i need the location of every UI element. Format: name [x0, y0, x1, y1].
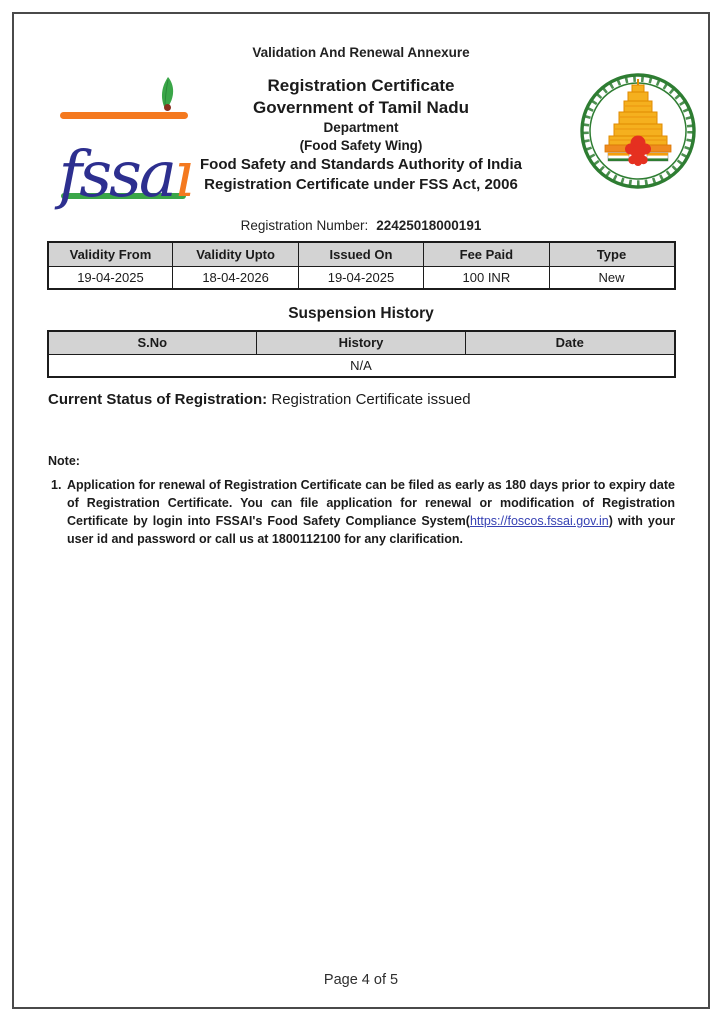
registration-number-value: 22425018000191 — [376, 218, 482, 233]
fssai-logo — [58, 77, 192, 212]
cell-issued-on: 19-04-2025 — [298, 266, 423, 289]
fssai-logo-text — [58, 138, 192, 212]
annexure-title: Validation And Renewal Annexure — [252, 45, 470, 60]
current-status-value: Registration Certificate issued — [271, 391, 471, 408]
col-history: History — [257, 331, 466, 355]
col-validity-from: Validity From — [48, 242, 173, 266]
suspension-table-header-row — [48, 331, 675, 355]
cell-na: N/A — [48, 355, 675, 378]
title-fssai-authority: Food Safety and Standards Authority of India — [200, 156, 522, 173]
current-status-label: Current Status of Registration: — [48, 391, 268, 408]
title-fss-act: Registration Certificate under FSS Act, 2006 — [204, 176, 518, 193]
fssai-i-dot — [164, 104, 171, 111]
cell-validity-from: 19-04-2025 — [48, 266, 173, 289]
registration-number-label: Registration Number: — [240, 218, 369, 233]
foscos-link[interactable]: https://foscos.fssai.gov.in — [469, 514, 609, 528]
col-issued-on: Issued On — [298, 242, 423, 266]
validity-table-header-row — [48, 242, 675, 266]
suspension-table-data-row — [48, 355, 675, 378]
fssai-logo-text-blue: fssa — [58, 138, 175, 212]
suspension-history-table — [47, 330, 676, 379]
col-date: Date — [466, 331, 675, 355]
title-food-safety-wing: (Food Safety Wing) — [299, 138, 423, 153]
cell-fee-paid: 100 INR — [424, 266, 549, 289]
note-text-after: ) with your user id and password or call us at 1800112100 for any clarification. — [67, 514, 675, 546]
validity-table-data-row — [48, 266, 675, 289]
tamilnadu-emblem-icon — [578, 69, 698, 193]
title-department: Department — [323, 120, 399, 135]
note-label: Note: — [48, 454, 80, 468]
certificate-header — [14, 73, 708, 212]
col-type: Type — [549, 242, 674, 266]
page-footer: Page 4 of 5 — [323, 972, 399, 988]
note-item-text — [67, 476, 675, 548]
note-item — [51, 476, 675, 548]
suspension-history-title: Suspension History — [288, 304, 434, 322]
col-sno: S.No — [48, 331, 257, 355]
title-registration-certificate: Registration Certificate — [267, 76, 455, 95]
fssai-logo-top-bar — [60, 112, 188, 119]
col-validity-upto: Validity Upto — [173, 242, 298, 266]
validity-table — [47, 241, 676, 290]
col-fee-paid: Fee Paid — [424, 242, 549, 266]
fssai-logo-text-orange: ı — [174, 138, 192, 212]
registration-number-row — [14, 218, 708, 233]
note-text-before: Application for renewal of Registration Certificate can be filed as early as 180 days prior to expiry date of Registration Certificate. You can file application for renewal or modification of Registration Certificate by login into FSSAI's Food Safety Compliance System( — [67, 478, 675, 528]
cell-validity-upto: 18-04-2026 — [173, 266, 298, 289]
cell-type: New — [549, 266, 674, 289]
title-government: Government of Tamil Nadu — [253, 98, 469, 117]
note-item-number: 1. — [51, 478, 62, 492]
current-status-row — [48, 391, 675, 408]
certificate-page — [12, 12, 710, 1009]
